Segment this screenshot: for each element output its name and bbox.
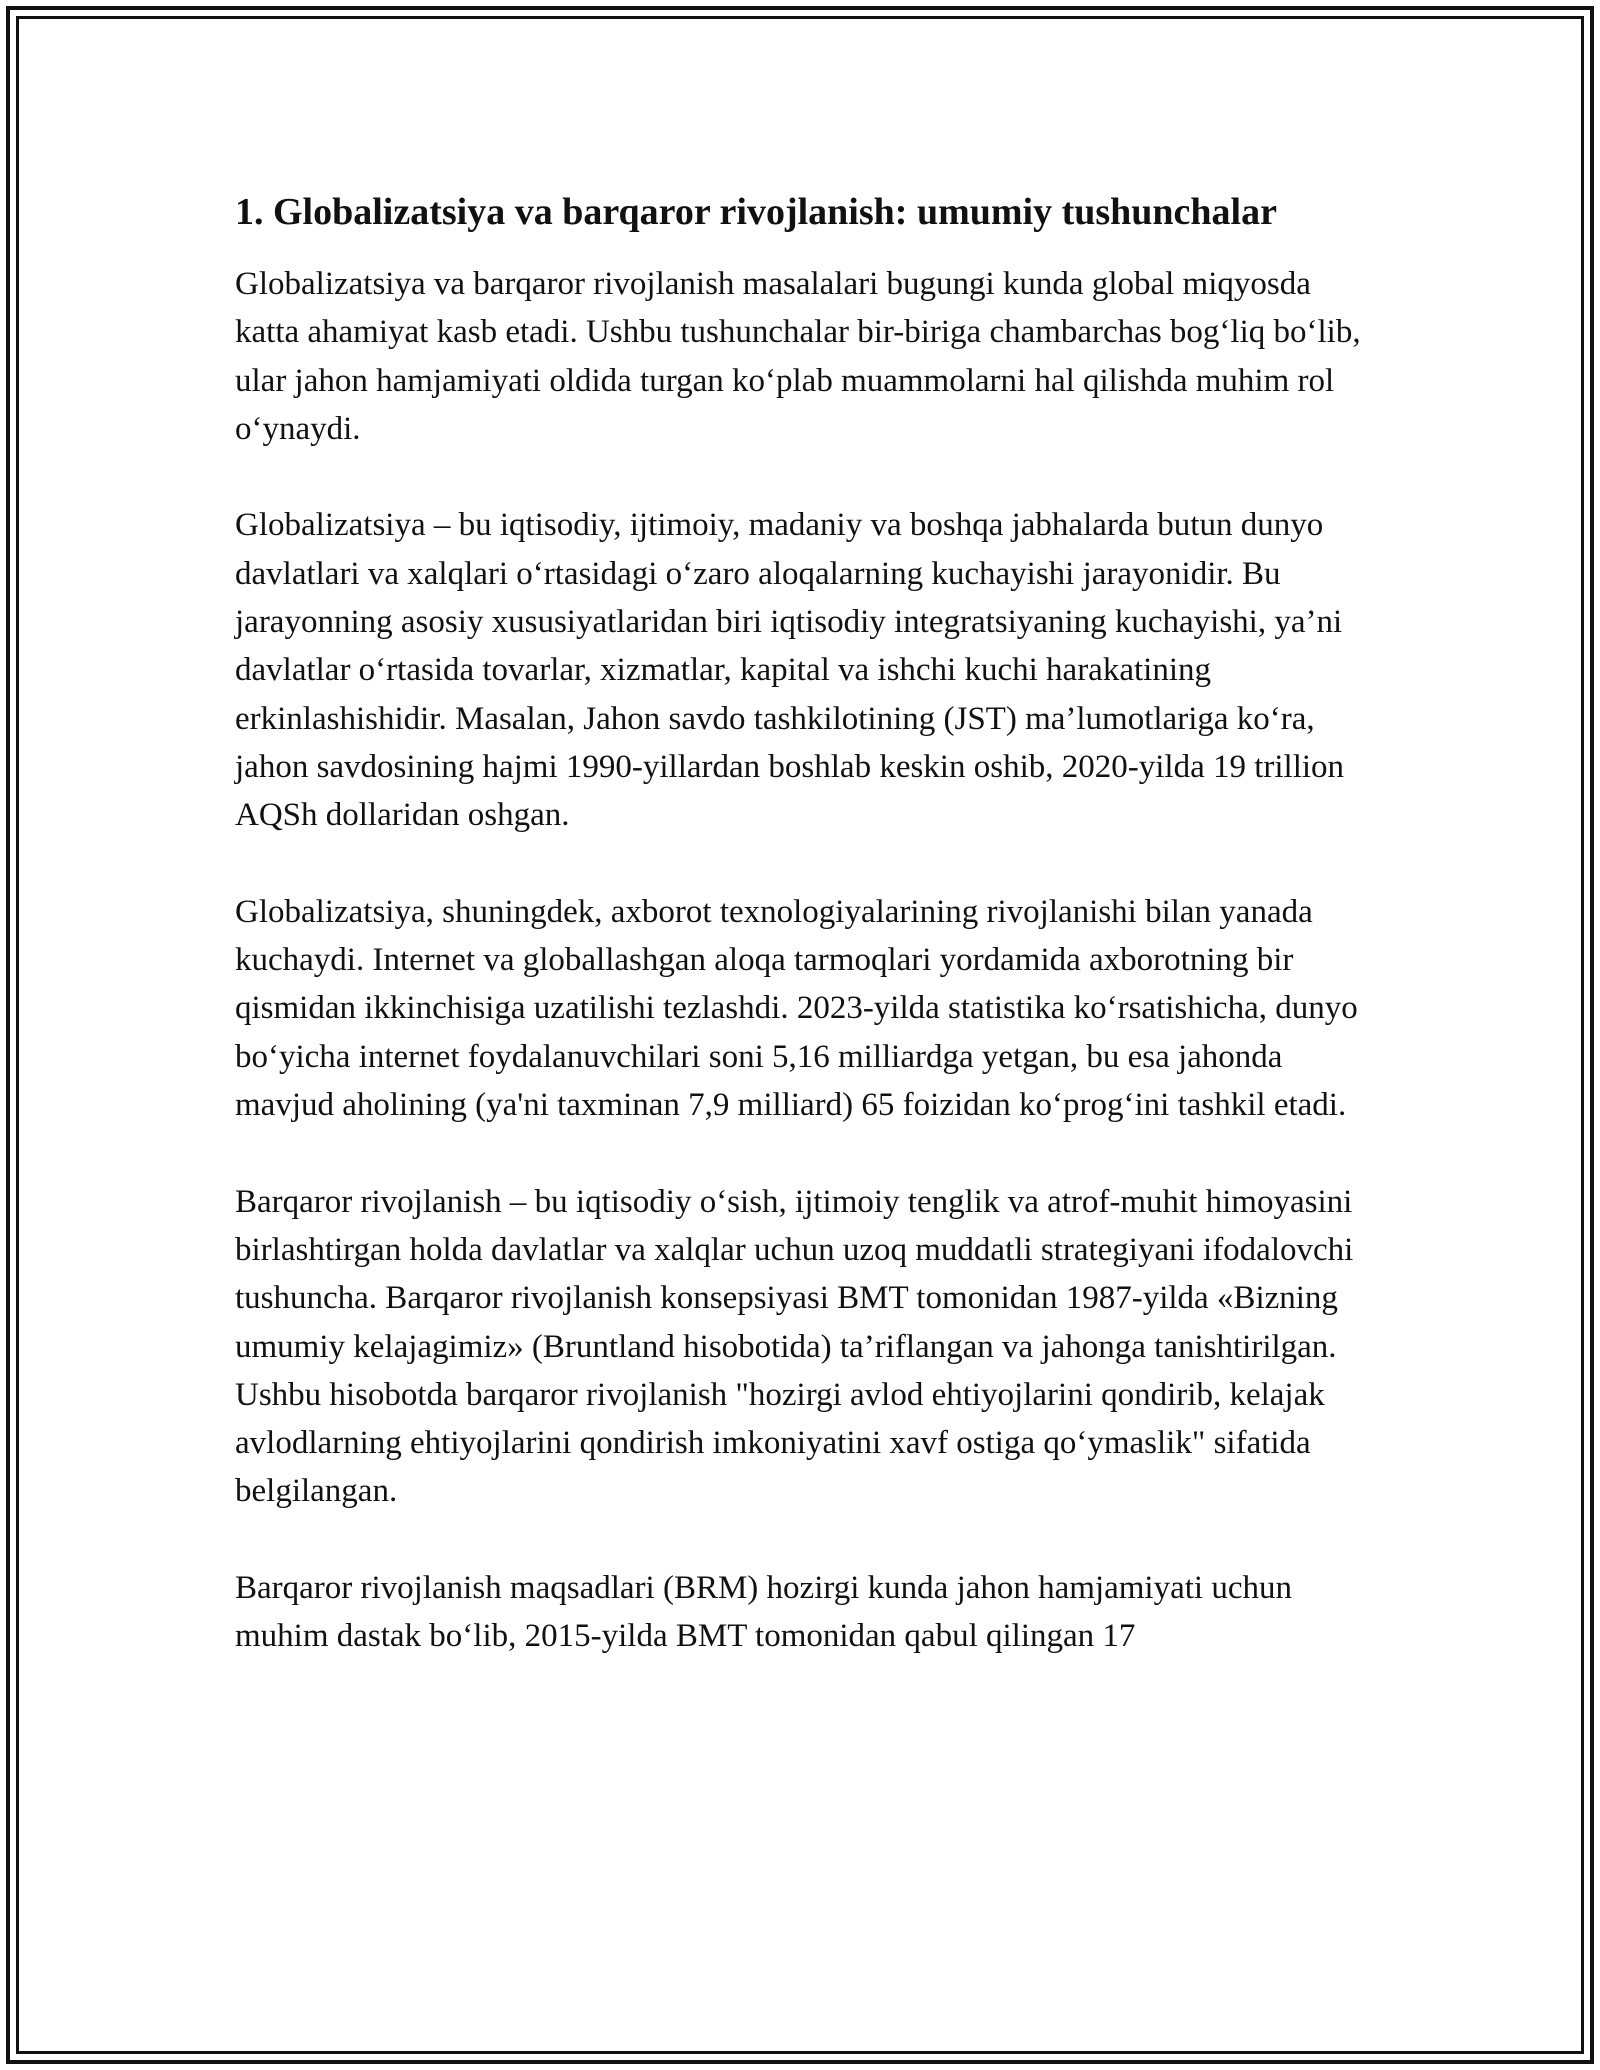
paragraph-information-technology: Globalizatsiya, shuningdek, axborot texnologiyalarining rivojlanishi bilan yanada kuchaydi. Internet va globallashgan aloqa tarmoqlari yordamida axborotning bir qismidan ikkinchisiga uzatilishi tezlashdi. 2023-yilda statistika ko‘rsatishicha, dunyo bo‘yicha internet foydalanuvchilari soni 5,16 milliardga yetgan, bu esa jahonda mavjud aholining (ya'ni taxminan 7,9 milliard) 65 foizidan ko‘prog‘ini tashkil etadi. (235, 893, 1358, 1124)
paragraph-globalization-definition: Globalizatsiya – bu iqtisodiy, ijtimoiy, madaniy va boshqa jabhalarda butun dunyo davlatlari va xalqlari o‘rtasidagi o‘zaro aloqalarning kuchayishi jarayonidir. Bu jarayonning asosiy xususiyatlaridan biri iqtisodiy integratsiyaning kuchayishi, ya’ni davlatlar o‘rtasida tovarlar, xizmatlar, kapital va ishchi kuchi harakatining erkinlashishidir. Masalan, Jahon savdo tashkilotining (JST) ma’lumotlariga ko‘ra, jahon savdosining hajmi 1990-yillardan boshlab keskin oshib, 2020-yilda 19 trillion AQSh dollaridan oshgan. (235, 507, 1345, 834)
document-body (235, 185, 1370, 1709)
section-heading: 1. Globalizatsiya va barqaror rivojlanish: umumiy tushunchalar (235, 191, 1277, 233)
paragraph-sdg: Barqaror rivojlanish maqsadlari (BRM) hozirgi kunda jahon hamjamiyati uchun muhim dastak bo‘lib, 2015-yilda BMT tomonidan qabul qilingan 17 (235, 1570, 1292, 1655)
paragraph-intro: Globalizatsiya va barqaror rivojlanish masalalari bugungi kunda global miqyosda katta ahamiyat kasb etadi. Ushbu tushunchalar bir-biriga chambarchas bog‘liq bo‘lib, ular jahon hamjamiyati oldida turgan ko‘plab muammolarni hal qilishda muhim rol o‘ynaydi. (235, 266, 1361, 447)
paragraph-sustainable-development-definition: Barqaror rivojlanish – bu iqtisodiy o‘sish, ijtimoiy tenglik va atrof-muhit himoyasini birlashtirgan holda davlatlar va xalqlar uchun uzoq muddatli strategiyani ifodalovchi tushuncha. Barqaror rivojlanish konsepsiyasi BMT tomonidan 1987-yilda «Bizning umumiy kelajagimiz» (Bruntland hisobotida) ta’riflangan va jahonga tanishtirilgan. Ushbu hisobotda barqaror rivojlanish "hozirgi avlod ehtiyojlarini qondirib, kelajak avlodlarning ehtiyojlarini qondirish imkoniyatini xavf ostiga qo‘ymaslik" sifatida belgilangan. (235, 1183, 1354, 1510)
